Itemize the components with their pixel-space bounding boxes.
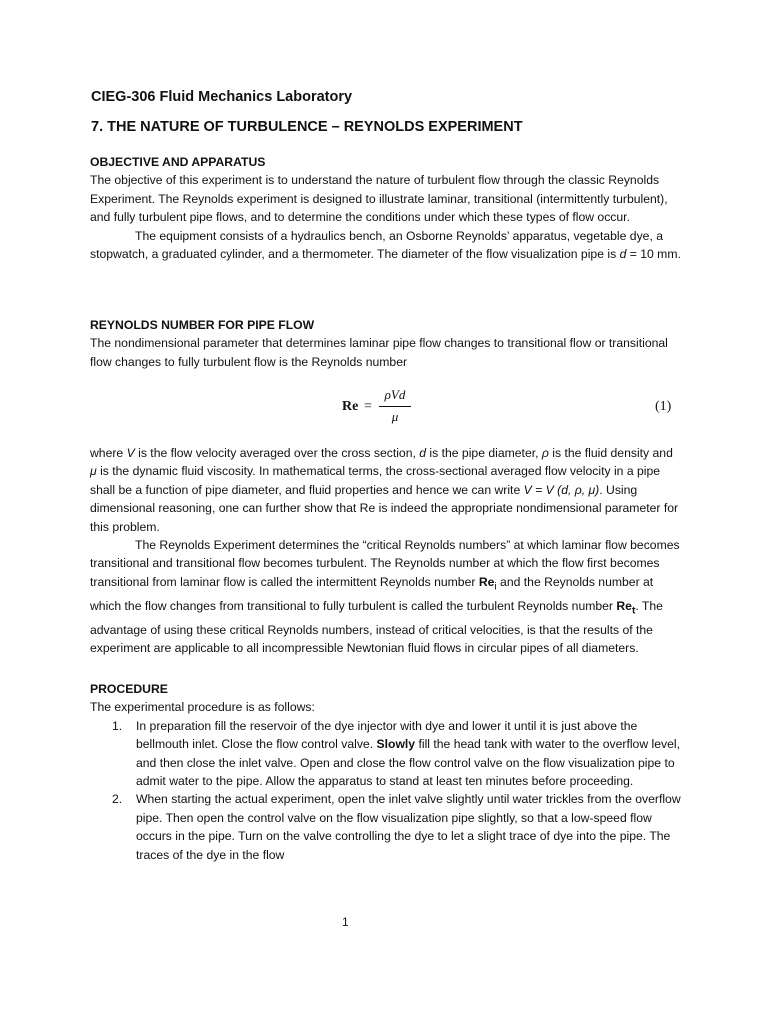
density-symbol: ρ (541, 446, 549, 460)
velocity-symbol: V (126, 446, 135, 460)
text-run: . Using dimensional reasoning, one can further show that Re is indeed the appropriate nondimensional parameter for this problem. (90, 482, 679, 534)
equation-number: (1) (655, 399, 672, 414)
procedure-step (90, 717, 682, 791)
experiment-title: 7. THE NATURE OF TURBULENCE – REYNOLDS EXPERIMENT (91, 119, 523, 135)
turbulent-subscript: t (631, 605, 636, 617)
intermittent-subscript: i (494, 581, 497, 593)
course-title: CIEG-306 Fluid Mechanics Laboratory (91, 89, 353, 105)
text-run: and the Reynolds number at which the flow changes from transitional to fully turbulent is called the turbulent Reynolds number (90, 574, 654, 613)
reynolds-section (90, 316, 682, 371)
critical-reynolds-paragraph (90, 536, 682, 657)
reynolds-equation (0, 387, 768, 431)
emphasis-slowly: Slowly (376, 737, 416, 752)
variables-paragraph (90, 444, 682, 536)
step-number: 1. (112, 718, 123, 733)
equation-equals: = (364, 399, 372, 414)
reynolds-intro-paragraph: The nondimensional parameter that determines laminar pipe flow changes to transitional flow or transitional flow changes to fully turbulent flow is the Reynolds number (90, 336, 668, 369)
procedure-step (90, 790, 682, 864)
text-run: fill the head tank with water to the overflow level, and then close the inlet valve. Open and close the flow control valve on the flow visualization pipe to admit water to the pipe. Allow the apparatus to stand at least ten minutes before proceeding. (136, 737, 680, 789)
text-run: The Reynolds Experiment determines the “critical Reynolds numbers” at which laminar flow becomes transitional and transitional flow becomes turbulent. The Reynolds number at which the flow first becomes transitional from laminar flow is called the intermittent Reynolds number (90, 538, 680, 589)
text-run: When starting the actual experiment, open the inlet valve slightly until water trickles from the overflow pipe. Then open the control valve on the flow visualization pipe slightly, so that a low-speed flow occurs in the pipe. Turn on the valve controlling the dye to let a slight trace of dye into the pipe. The traces of the dye in the flow (136, 792, 681, 862)
text-run: where (90, 446, 127, 460)
equation-numerator: ρVd (384, 387, 406, 402)
procedure-intro: The experimental procedure is as follows: (90, 700, 315, 715)
procedure-section (90, 680, 682, 864)
page-number: 1 (342, 915, 349, 929)
objective-paragraph: The objective of this experiment is to understand the nature of turbulent flow through the classic Reynolds Experiment. The Reynolds experiment is designed to illustrate laminar, transitional (intermittently turbulent), and fully turbulent pipe flows, and to determine the conditions under which these types of flow occur. (90, 173, 668, 225)
reynolds-explanation (90, 444, 682, 657)
text-run: is the dynamic fluid viscosity. In mathematical terms, the cross-sectional averaged flow velocity in a pipe shall be a function of pipe diameter, and fluid properties and hence we can write (90, 464, 661, 497)
text-run: is the pipe diameter, (426, 446, 542, 460)
fraction-bar (379, 406, 411, 407)
viscosity-symbol: μ (90, 464, 97, 479)
turbulent-reynolds-symbol: Re (616, 598, 632, 613)
reynolds-heading: REYNOLDS NUMBER FOR PIPE FLOW (90, 318, 315, 332)
apparatus-text-end: = 10 mm. (626, 247, 681, 262)
procedure-list (90, 717, 682, 864)
apparatus-text: The equipment consists of a hydraulics bench, an Osborne Reynolds’ apparatus, vegetable dye, a stopwatch, a graduated cylinder, and a thermometer. The diameter of the flow visualization pipe is (90, 228, 663, 262)
objective-section (90, 153, 682, 263)
diameter-symbol: d (419, 446, 427, 460)
equation-fraction (379, 387, 411, 425)
equation-denominator: μ (391, 409, 399, 424)
step-number: 2. (112, 792, 123, 807)
text-run: is the flow velocity averaged over the cross section, (134, 446, 420, 460)
equation-lhs: Re (342, 399, 359, 414)
objective-heading: OBJECTIVE AND APPARATUS (90, 155, 266, 169)
intermittent-reynolds-symbol: Re (478, 574, 495, 589)
text-run: In preparation fill the reservoir of the dye injector with dye and lower it until it is just above the bellmouth inlet. Close the flow control valve. (136, 718, 638, 752)
procedure-heading: PROCEDURE (90, 682, 168, 696)
text-run: . The advantage of using these critical Reynolds numbers, instead of critical velocities, is that the results of the experiment are applicable to all incompressible Newtonian fluid flows in circular pipes of all diameters. (90, 598, 663, 655)
apparatus-paragraph (90, 227, 682, 264)
diameter-symbol: d (619, 247, 627, 262)
velocity-function: V = V (d, ρ, μ) (523, 482, 600, 497)
text-run: is the fluid density and (548, 446, 673, 460)
